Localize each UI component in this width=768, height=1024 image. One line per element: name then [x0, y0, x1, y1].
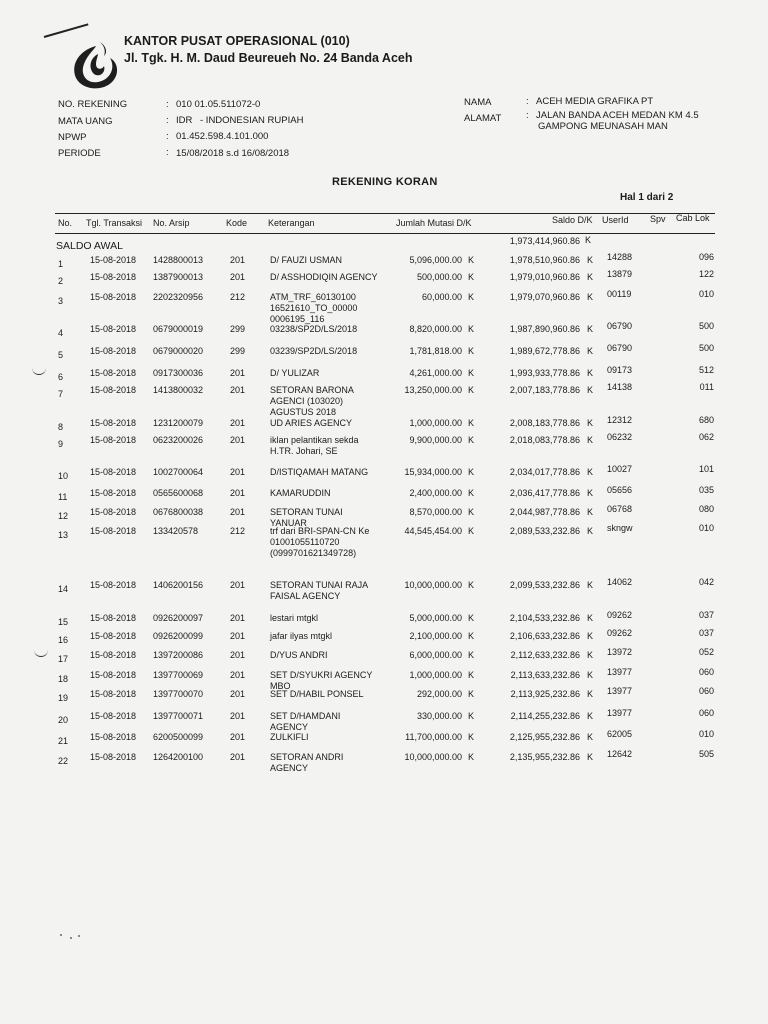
row-keterangan: jafar ilyas mtgkl	[270, 631, 333, 641]
row-saldo-dk: K	[587, 613, 594, 623]
row-saldo-dk: K	[587, 324, 594, 334]
row-mutasi-dk: K	[468, 613, 475, 623]
npwp-sep: :	[166, 131, 169, 142]
row-saldo: 2,106,633,232.86	[509, 631, 580, 641]
row-saldo: 2,034,017,778.86	[509, 467, 580, 477]
row-no: 21	[58, 736, 69, 746]
row-kode: 201	[230, 418, 246, 428]
row-tgl: 15-08-2018	[90, 631, 137, 641]
row-cablok: 096	[698, 252, 714, 262]
row-tgl: 15-08-2018	[90, 467, 137, 477]
row-tgl: 15-08-2018	[90, 613, 137, 623]
row-saldo-dk: K	[587, 292, 594, 302]
row-mutasi-dk: K	[468, 272, 475, 282]
col-header-kode: Kode	[226, 218, 248, 228]
periode-sep: :	[166, 147, 169, 158]
row-kode: 201	[230, 689, 246, 699]
row-cablok: 060	[698, 686, 714, 696]
row-mutasi: 4,261,000.00	[409, 368, 462, 378]
no-rekening-value: 010 01.05.511072-0	[176, 99, 261, 110]
row-kode: 201	[230, 580, 246, 590]
row-mutasi-dk: K	[468, 385, 475, 395]
row-mutasi-dk: K	[468, 467, 475, 477]
row-userid: 06768	[607, 504, 633, 514]
row-cablok: 122	[698, 269, 714, 279]
row-saldo: 2,099,533,232.86	[509, 580, 580, 590]
row-mutasi-dk: K	[468, 292, 475, 302]
row-mutasi-dk: K	[468, 752, 475, 762]
row-tgl: 15-08-2018	[90, 732, 137, 742]
col-header-tgl: Tgl. Transaksi	[86, 218, 143, 228]
row-saldo-dk: K	[587, 385, 594, 395]
saldo-awal-dk: K	[585, 235, 592, 245]
paper-speck	[70, 937, 72, 939]
row-cablok: 680	[698, 415, 714, 425]
row-keterangan: 03239/SP2D/LS/2018	[270, 346, 358, 356]
row-cablok: 080	[698, 504, 714, 514]
row-mutasi-dk: K	[468, 435, 475, 445]
row-no: 7	[58, 389, 64, 399]
alamat-line-1: JALAN BANDA ACEH MEDAN KM 4.5	[536, 110, 699, 121]
alamat-line-2: GAMPONG MEUNASAH MAN	[538, 121, 668, 132]
row-userid: 14062	[607, 577, 633, 587]
row-userid: 13977	[607, 708, 633, 718]
row-saldo-dk: K	[587, 467, 594, 477]
row-keterangan: SET D/HABIL PONSEL	[270, 689, 364, 699]
row-cablok: 011	[699, 382, 714, 392]
row-arsip: 0676800038	[153, 507, 204, 517]
row-tgl: 15-08-2018	[90, 580, 137, 590]
row-tgl: 15-08-2018	[90, 272, 137, 282]
row-arsip: 133420578	[153, 526, 199, 536]
row-saldo: 2,007,183,778.86	[509, 385, 580, 395]
row-saldo-dk: K	[587, 368, 594, 378]
row-saldo-dk: K	[587, 272, 594, 282]
nama-sep: :	[526, 96, 529, 107]
row-mutasi: 292,000.00	[416, 689, 462, 699]
row-cablok: 062	[698, 432, 714, 442]
row-arsip: 0926200099	[153, 631, 204, 641]
npwp-label: NPWP	[58, 132, 87, 143]
row-no: 6	[58, 372, 64, 382]
row-arsip: 0679000019	[153, 324, 204, 334]
row-kode: 212	[230, 292, 246, 302]
row-mutasi-dk: K	[468, 631, 475, 641]
row-arsip: 1387900013	[153, 272, 204, 282]
row-saldo: 2,008,183,778.86	[509, 418, 580, 428]
row-userid: skngw	[607, 523, 633, 533]
row-saldo-dk: K	[587, 488, 594, 498]
saldo-awal-label: SALDO AWAL	[56, 240, 123, 252]
row-saldo: 2,044,987,778.86	[509, 507, 580, 517]
row-saldo: 2,089,533,232.86	[509, 526, 580, 536]
row-userid: 00119	[607, 289, 632, 299]
row-saldo-dk: K	[587, 255, 594, 265]
col-header-mutasi: Jumlah Mutasi D/K	[396, 218, 472, 228]
row-kode: 201	[230, 255, 246, 265]
row-tgl: 15-08-2018	[90, 346, 137, 356]
row-mutasi: 13,250,000.00	[404, 385, 462, 395]
row-keterangan: SETORAN TUNAI RAJA FAISAL AGENCY	[270, 580, 368, 601]
row-mutasi: 9,900,000.00	[409, 435, 462, 445]
row-mutasi-dk: K	[468, 418, 475, 428]
alamat-sep: :	[526, 110, 529, 121]
row-mutasi-dk: K	[468, 368, 475, 378]
row-kode: 201	[230, 488, 246, 498]
row-no: 3	[58, 296, 64, 306]
row-cablok: 052	[698, 647, 714, 657]
row-kode: 201	[230, 732, 246, 742]
row-no: 9	[58, 439, 64, 449]
row-saldo-dk: K	[587, 435, 594, 445]
mata-uang-name: - INDONESIAN RUPIAH	[200, 115, 304, 126]
row-mutasi: 1,000,000.00	[409, 670, 462, 680]
row-keterangan: SETORAN ANDRI AGENCY	[270, 752, 344, 773]
row-userid: 13879	[607, 269, 633, 279]
row-userid: 09262	[607, 628, 633, 638]
row-cablok: 035	[698, 485, 714, 495]
row-tgl: 15-08-2018	[90, 418, 137, 428]
row-keterangan: SET D/HAMDANI AGENCY	[270, 711, 341, 732]
row-saldo-dk: K	[587, 752, 594, 762]
row-no: 2	[58, 276, 64, 286]
row-userid: 12642	[607, 749, 633, 759]
row-kode: 201	[230, 670, 246, 680]
handwritten-tick-mark	[34, 648, 48, 657]
row-userid: 10027	[607, 464, 633, 474]
pen-stroke-mark	[44, 23, 89, 38]
no-rekening-label: NO. REKENING	[58, 99, 128, 110]
row-tgl: 15-08-2018	[90, 650, 137, 660]
row-saldo-dk: K	[587, 711, 594, 721]
row-mutasi-dk: K	[468, 670, 475, 680]
row-userid: 13972	[607, 647, 633, 657]
row-cablok: 500	[698, 343, 714, 353]
row-mutasi: 500,000.00	[416, 272, 462, 282]
row-kode: 201	[230, 467, 246, 477]
row-keterangan: D/ YULIZAR	[270, 368, 320, 378]
row-kode: 201	[230, 435, 246, 445]
page-indicator: Hal 1 dari 2	[620, 192, 674, 203]
col-header-arsip: No. Arsip	[153, 218, 190, 228]
row-tgl: 15-08-2018	[90, 368, 137, 378]
row-userid: 13977	[607, 686, 633, 696]
row-saldo: 1,978,510,960.86	[509, 255, 580, 265]
row-kode: 212	[230, 526, 246, 536]
row-saldo: 2,113,925,232.86	[510, 689, 580, 699]
col-header-cablok: Cab Lok	[676, 213, 710, 223]
row-saldo: 1,989,672,778.86	[509, 346, 580, 356]
row-mutasi: 11,700,000.00	[405, 732, 462, 742]
periode-label: PERIODE	[58, 148, 101, 159]
paper-speck	[60, 934, 62, 936]
row-tgl: 15-08-2018	[90, 752, 137, 762]
saldo-awal-value: 1,973,414,960.86	[509, 236, 580, 246]
row-no: 1	[58, 259, 64, 269]
row-mutasi: 6,000,000.00	[409, 650, 462, 660]
row-saldo-dk: K	[587, 631, 594, 641]
alamat-label: ALAMAT	[464, 113, 502, 124]
row-no: 17	[58, 654, 69, 664]
row-userid: 62005	[607, 729, 633, 739]
row-mutasi-dk: K	[468, 488, 475, 498]
row-saldo-dk: K	[587, 580, 594, 590]
row-cablok: 010	[698, 729, 714, 739]
row-mutasi: 1,781,818.00	[409, 346, 462, 356]
row-tgl: 15-08-2018	[90, 689, 137, 699]
npwp-value: 01.452.598.4.101.000	[176, 131, 269, 142]
row-userid: 06232	[607, 432, 633, 442]
row-arsip: 1428800013	[153, 255, 204, 265]
row-keterangan: SETORAN BARONA AGENCI (103020) AGUSTUS 2018	[270, 385, 354, 417]
row-kode: 201	[230, 368, 246, 378]
row-no: 10	[58, 471, 69, 481]
row-tgl: 15-08-2018	[90, 435, 137, 445]
row-tgl: 15-08-2018	[90, 670, 137, 680]
row-keterangan: D/YUS ANDRI	[270, 650, 328, 660]
row-saldo: 1,993,933,778.86	[509, 368, 580, 378]
row-mutasi: 330,000.00	[416, 711, 462, 721]
row-arsip: 1406200156	[153, 580, 204, 590]
row-kode: 201	[230, 631, 246, 641]
row-saldo: 1,979,010,960.86	[509, 272, 580, 282]
col-header-saldo: Saldo D/K	[552, 215, 593, 225]
row-cablok: 060	[698, 667, 714, 677]
row-tgl: 15-08-2018	[90, 526, 137, 536]
row-cablok: 037	[698, 610, 714, 620]
row-mutasi: 1,000,000.00	[409, 418, 462, 428]
row-kode: 201	[230, 385, 246, 395]
row-cablok: 512	[698, 365, 714, 375]
header-bottom-rule	[55, 233, 715, 234]
row-kode: 201	[230, 711, 246, 721]
row-saldo-dk: K	[587, 418, 594, 428]
row-userid: 06790	[607, 321, 633, 331]
row-arsip: 1413800032	[153, 385, 204, 395]
row-arsip: 1397200086	[153, 650, 204, 660]
col-header-spv: Spv	[650, 214, 666, 224]
row-no: 16	[58, 635, 69, 645]
row-kode: 201	[230, 752, 246, 762]
row-userid: 14288	[607, 252, 633, 262]
row-no: 19	[58, 693, 69, 703]
row-mutasi-dk: K	[468, 650, 475, 660]
row-keterangan: lestari mtgkl	[270, 613, 319, 623]
row-mutasi-dk: K	[468, 526, 475, 536]
row-no: 15	[58, 617, 69, 627]
row-arsip: 0679000020	[153, 346, 204, 356]
row-kode: 201	[230, 650, 246, 660]
row-userid: 09173	[607, 365, 633, 375]
row-saldo: 2,036,417,778.86	[509, 488, 580, 498]
row-no: 18	[58, 674, 69, 684]
row-mutasi: 10,000,000.00	[404, 580, 462, 590]
row-cablok: 101	[698, 464, 714, 474]
row-keterangan: trf dari BRI-SPAN-CN Ke 01001055110720 (0999701621349728)	[270, 526, 370, 558]
handwritten-tick-mark	[32, 366, 46, 375]
row-no: 20	[58, 715, 69, 725]
row-no: 22	[58, 756, 69, 766]
row-arsip: 1397700071	[153, 711, 204, 721]
row-userid: 14138	[607, 382, 633, 392]
row-no: 12	[58, 511, 69, 521]
row-kode: 299	[230, 346, 246, 356]
row-saldo-dk: K	[587, 507, 594, 517]
row-kode: 201	[230, 613, 246, 623]
mata-uang-label: MATA UANG	[58, 116, 113, 127]
row-arsip: 2202320956	[153, 292, 204, 302]
row-tgl: 15-08-2018	[90, 507, 137, 517]
no-rekening-sep: :	[166, 99, 169, 110]
row-mutasi: 15,934,000.00	[404, 467, 462, 477]
periode-value: 15/08/2018 s.d 16/08/2018	[176, 148, 290, 159]
row-arsip: 6200500099	[153, 732, 204, 742]
row-tgl: 15-08-2018	[90, 255, 137, 265]
row-saldo: 2,114,255,232.86	[510, 711, 580, 721]
paper-speck	[78, 935, 80, 937]
mata-uang-code: IDR	[176, 115, 193, 126]
row-tgl: 15-08-2018	[90, 488, 137, 498]
row-saldo: 2,112,633,232.86	[510, 650, 580, 660]
row-mutasi-dk: K	[468, 507, 475, 517]
row-keterangan: D/ ASSHODIQIN AGENCY	[270, 272, 378, 282]
row-userid: 12312	[607, 415, 633, 425]
row-userid: 06790	[607, 343, 633, 353]
row-no: 11	[58, 492, 68, 502]
row-mutasi-dk: K	[468, 732, 475, 742]
header-top-rule	[55, 213, 715, 214]
bank-logo-icon	[66, 40, 126, 94]
row-saldo: 1,987,890,960.86	[509, 324, 580, 334]
row-mutasi: 5,096,000.00	[409, 255, 462, 265]
row-keterangan: SETORAN TUNAI YANUAR	[270, 507, 343, 528]
row-userid: 05656	[607, 485, 633, 495]
row-saldo: 2,018,083,778.86	[509, 435, 580, 445]
row-saldo-dk: K	[587, 689, 594, 699]
row-arsip: 1264200100	[153, 752, 204, 762]
row-no: 14	[58, 584, 69, 594]
row-keterangan: UD ARIES AGENCY	[270, 418, 353, 428]
row-arsip: 1397700070	[153, 689, 204, 699]
row-saldo: 1,979,070,960.86	[509, 292, 580, 302]
row-keterangan: ATM_TRF_60130100 16521610_TO_00000 0006195_116	[270, 292, 358, 324]
row-no: 8	[58, 422, 64, 432]
row-cablok: 010	[698, 289, 714, 299]
row-arsip: 0565600068	[153, 488, 204, 498]
row-mutasi: 44,545,454.00	[404, 526, 462, 536]
row-userid: 13977	[607, 667, 633, 677]
row-kode: 299	[230, 324, 246, 334]
row-mutasi: 8,570,000.00	[409, 507, 462, 517]
row-tgl: 15-08-2018	[90, 385, 137, 395]
row-cablok: 042	[698, 577, 714, 587]
row-mutasi-dk: K	[468, 255, 475, 265]
row-tgl: 15-08-2018	[90, 292, 137, 302]
bank-office-name: KANTOR PUSAT OPERASIONAL (010)	[124, 34, 350, 48]
row-keterangan: SET D/SYUKRI AGENCY MBO	[270, 670, 373, 691]
row-saldo: 2,113,633,232.86	[510, 670, 580, 680]
row-kode: 201	[230, 272, 246, 282]
row-mutasi-dk: K	[468, 324, 475, 334]
row-mutasi-dk: K	[468, 689, 475, 699]
row-saldo: 2,125,955,232.86	[509, 732, 580, 742]
row-no: 4	[58, 328, 64, 338]
row-saldo-dk: K	[587, 650, 594, 660]
row-mutasi: 2,100,000.00	[409, 631, 462, 641]
row-saldo: 2,104,533,232.86	[509, 613, 580, 623]
row-mutasi: 5,000,000.00	[409, 613, 462, 623]
row-arsip: 1002700064	[153, 467, 204, 477]
row-saldo-dk: K	[587, 670, 594, 680]
row-userid: 09262	[607, 610, 633, 620]
row-saldo-dk: K	[587, 346, 594, 356]
row-arsip: 0926200097	[153, 613, 204, 623]
row-keterangan: ZULKIFLI	[270, 732, 309, 742]
row-keterangan: 03238/SP2D/LS/2018	[270, 324, 358, 334]
row-cablok: 060	[698, 708, 714, 718]
mata-uang-sep: :	[166, 115, 169, 126]
row-tgl: 15-08-2018	[90, 711, 137, 721]
row-cablok: 037	[698, 628, 714, 638]
row-mutasi: 8,820,000.00	[409, 324, 462, 334]
row-arsip: 1397700069	[153, 670, 204, 680]
row-saldo: 2,135,955,232.86	[509, 752, 580, 762]
row-keterangan: D/ FAUZI USMAN	[270, 255, 343, 265]
bank-office-address: Jl. Tgk. H. M. Daud Beureueh No. 24 Banda Aceh	[124, 51, 413, 65]
nama-value: ACEH MEDIA GRAFIKA PT	[536, 96, 654, 107]
row-saldo-dk: K	[587, 526, 594, 536]
row-arsip: 1231200079	[153, 418, 204, 428]
row-cablok: 500	[698, 321, 714, 331]
col-header-userid: UserId	[602, 215, 629, 225]
row-mutasi-dk: K	[468, 346, 475, 356]
row-mutasi: 2,400,000.00	[409, 488, 462, 498]
row-no: 13	[58, 530, 69, 540]
col-header-no: No.	[58, 218, 73, 228]
row-tgl: 15-08-2018	[90, 324, 137, 334]
row-no: 5	[58, 350, 64, 360]
row-cablok: 010	[698, 523, 714, 533]
row-mutasi: 10,000,000.00	[404, 752, 462, 762]
row-mutasi-dk: K	[468, 711, 475, 721]
row-keterangan: KAMARUDDIN	[270, 488, 331, 498]
row-arsip: 0917300036	[153, 368, 204, 378]
nama-label: NAMA	[464, 97, 492, 108]
row-keterangan: D/ISTIQAMAH MATANG	[270, 467, 369, 477]
row-mutasi-dk: K	[468, 580, 475, 590]
row-kode: 201	[230, 507, 246, 517]
row-keterangan: iklan pelantikan sekda H.TR. Johari, SE	[270, 435, 359, 456]
row-saldo-dk: K	[587, 732, 594, 742]
row-mutasi: 60,000.00	[421, 292, 462, 302]
statement-title: REKENING KORAN	[332, 176, 438, 188]
row-arsip: 0623200026	[153, 435, 204, 445]
col-header-keterangan: Keterangan	[268, 218, 315, 228]
row-cablok: 505	[698, 749, 714, 759]
